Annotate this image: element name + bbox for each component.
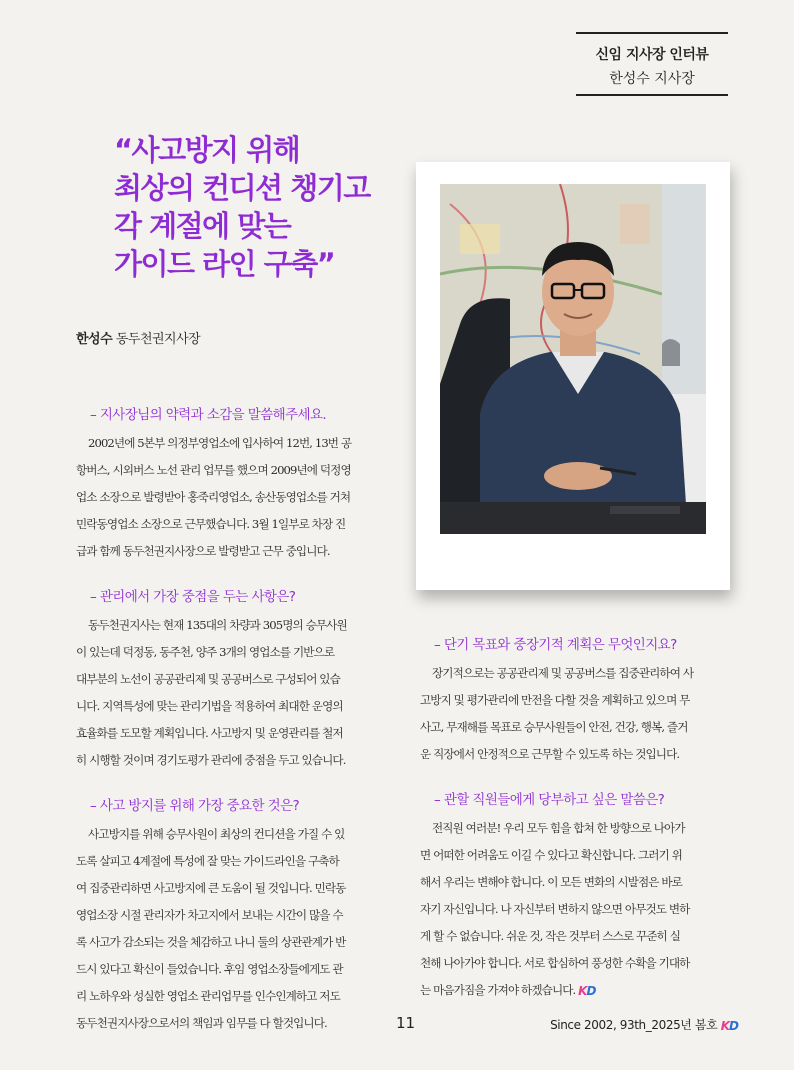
headline-line: 가이드 라인 구축”: [114, 247, 335, 281]
qa-block: [76, 588, 394, 774]
answer-line: 이 있는데 덕정동, 동주천, 양주 3개의 영업소를 기반으로: [76, 645, 335, 659]
answer-line-text: 는 마음가짐을 가져야 하겠습니다.: [420, 983, 576, 997]
qa-block: [76, 406, 394, 565]
qa-block: [76, 797, 394, 1037]
question-heading: – 관리에서 가장 중점을 두는 사항은?: [90, 589, 296, 605]
right-column: [420, 636, 738, 1005]
answer-line: 영업소장 시절 관리자가 차고지에서 보내는 시간이 많을 수: [76, 908, 343, 922]
headline: [114, 131, 414, 283]
answer-line: 히 시행할 것이며 경기도평가 관리에 중점을 두고 있습니다.: [76, 753, 346, 767]
issue-text: Since 2002, 93th_2025년 봄호: [550, 1018, 718, 1032]
question-heading: – 사고 방지를 위해 가장 중요한 것은?: [90, 798, 300, 814]
answer-line: 리 노하우와 성실한 영업소 관리업무를 인수인계하고 저도: [76, 989, 340, 1003]
answer-line: 사고, 무재해를 목표로 승무사원들이 안전, 건강, 행복, 즐거: [420, 720, 688, 734]
portrait-photo: [440, 184, 706, 534]
answer-text: [76, 612, 394, 774]
answer-line: 대부분의 노선이 공공관리제 및 공공버스로 구성되어 있습: [76, 672, 340, 686]
byline-role: 동두천권지사장: [115, 332, 201, 347]
answer-line: 동두천권지사장으로서의 책임과 임무를 다 할것입니다.: [76, 1016, 327, 1030]
answer-text: [420, 815, 738, 1005]
answer-line: 자기 자신입니다. 나 자신부터 변하지 않으면 아무것도 변하: [420, 902, 690, 916]
portrait-frame: [416, 162, 730, 590]
answer-line: 면 어떠한 어려움도 이길 수 있다고 확신합니다. 그러기 위: [420, 848, 682, 862]
section-subtitle: 한성수 지사장: [609, 71, 695, 87]
section-tag: [576, 32, 728, 96]
kd-logo-icon: KD: [578, 983, 596, 998]
answer-line: [420, 977, 738, 1005]
answer-line: 천해 나아가야 합니다. 서로 합심하여 풍성한 수확을 기대하: [420, 956, 690, 970]
answer-line: 전직원 여러분! 우리 모두 힘을 합쳐 한 방향으로 나아가: [432, 821, 685, 835]
answer-line: 사고방지를 위해 승무사원이 최상의 컨디션을 가질 수 있: [88, 827, 345, 841]
qa-block: [420, 636, 738, 768]
headline-line: 각 계절에 맞는: [114, 209, 291, 243]
headline-line: “사고방지 위해: [114, 133, 300, 167]
byline: [76, 328, 200, 347]
answer-line: 드시 있다고 확신이 들었습니다. 후임 영업소장들에게도 관: [76, 962, 343, 976]
answer-text: [76, 821, 394, 1037]
section-title: 신임 지사장 인터뷰: [595, 47, 709, 63]
answer-line: 여 집중관리하면 사고방지에 큰 도움이 될 것입니다. 민락동: [76, 881, 346, 895]
answer-line: 급과 함께 동두천권지사장으로 발령받고 근무 중입니다.: [76, 544, 330, 558]
byline-name: 한성수: [76, 332, 113, 347]
answer-line: 고방지 및 평가관리에 만전을 다할 것을 계획하고 있으며 무: [420, 693, 690, 707]
answer-line: 장기적으로는 공공관리제 및 공공버스를 집중관리하여 사: [432, 666, 694, 680]
answer-line: 민락동영업소 소장으로 근무했습니다. 3월 1일부로 차장 진: [76, 517, 346, 531]
issue-info: [550, 1016, 738, 1033]
answer-line: 해서 우리는 변해야 합니다. 이 모든 변화의 시발점은 바로: [420, 875, 682, 889]
kd-logo-icon: KD: [720, 1018, 738, 1033]
answer-line: 니다. 지역특성에 맞는 관리기법을 적용하여 최대한 운영의: [76, 699, 343, 713]
answer-line: 록 사고가 감소되는 것을 체감하고 나니 둘의 상관관계가 반: [76, 935, 346, 949]
answer-line: 게 할 수 없습니다. 쉬운 것, 작은 것부터 스스로 꾸준히 실: [420, 929, 681, 943]
answer-text: [420, 660, 738, 768]
question-heading: – 관할 직원들에게 당부하고 싶은 말씀은?: [434, 792, 665, 808]
portrait-illustration: [440, 184, 706, 534]
answer-line: 동두천권지사는 현재 135대의 차량과 305명의 승무사원: [88, 618, 347, 632]
answer-line: 업소 소장으로 발령받아 홍죽리영업소, 송산동영업소를 거쳐: [76, 490, 351, 504]
left-column: [76, 406, 394, 1037]
answer-line: 항버스, 시외버스 노선 관리 업무를 했으며 2009년에 덕정영: [76, 463, 351, 477]
answer-line: 효율화를 도모할 계획입니다. 사고방지 및 운영관리를 철저: [76, 726, 343, 740]
answer-line: 2002년에 5본부 의정부영업소에 입사하여 12번, 13번 공: [88, 436, 352, 450]
qa-block: [420, 791, 738, 1005]
page-number: 11: [396, 1014, 416, 1032]
question-heading: – 단기 목표와 중장기적 계획은 무엇인지요?: [434, 637, 677, 653]
question-heading: – 지사장님의 약력과 소감을 말씀해주세요.: [90, 407, 327, 423]
headline-line: 최상의 컨디션 챙기고: [114, 171, 370, 205]
answer-line: 도록 살피고 4계절에 특성에 잘 맞는 가이드라인을 구축하: [76, 854, 339, 868]
answer-line: 운 직장에서 안정적으로 근무할 수 있도록 하는 것입니다.: [420, 747, 680, 761]
answer-text: [76, 430, 394, 565]
